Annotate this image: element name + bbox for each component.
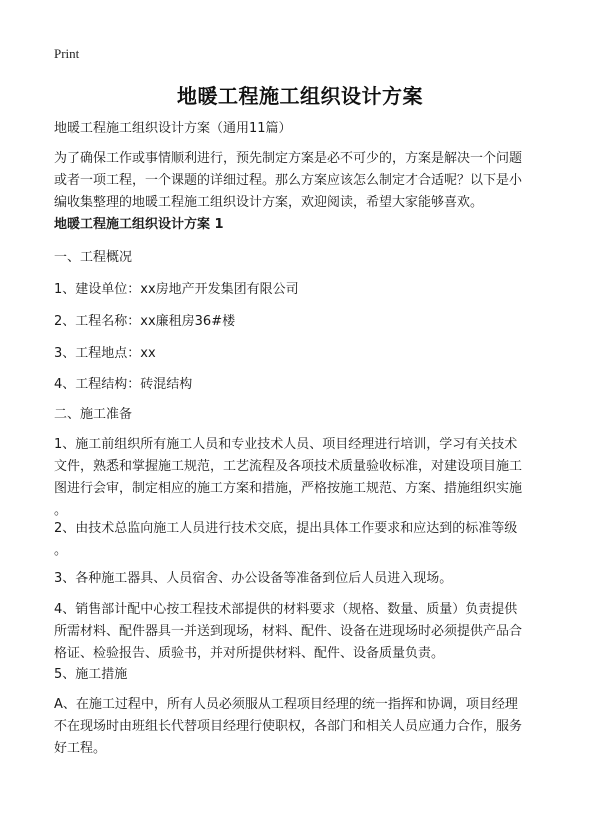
prep-item-1-line: 文件，熟悉和掌握施工规范，工艺流程及各项技术质量验收标准，对建设项目施工 [54,459,523,474]
prep-item-2-line: 。 [54,543,68,558]
intro-line: 或者一项工程，一个课题的详细过程。那么方案应该怎么制定才合适呢？以下是小 [54,173,523,188]
prep-item-1 [54,434,548,522]
prep-item-1-line: 1、施工前组织所有施工人员和专业技术人员、项目经理进行培训，学习有关技术 [54,437,518,452]
prep-item-2 [54,518,548,562]
prep-item-4-line: 4、销售部计配中心按工程技术部提供的材料要求（规格、数量、质量）负责提供 [54,602,518,617]
print-label: Print [54,46,80,61]
prep-item-4-line: 格证、检验报告、质验书，并对所提供材料、配件、设备质量负责。 [54,646,445,661]
overview-item: 3、工程地点：xx [54,346,156,361]
overview-heading: 一、工程概况 [54,250,133,265]
measure-a-line: 好工程。 [54,741,107,756]
measure-a [54,694,548,760]
prep-item-4 [54,599,548,665]
prep-item-4-line: 所需材料、配件器具一并送到现场，材料、配件、设备在进现场时必须提供产品合 [54,624,523,639]
prep-heading: 二、施工准备 [54,407,133,422]
measure-a-line: A、在施工过程中，所有人员必须服从工程项目经理的统一指挥和协调，项目经理 [54,697,518,712]
prep-item-3: 3、各种施工器具、人员宿舍、办公设备等准备到位后人员进入现场。 [54,571,453,586]
overview-item: 2、工程名称：xx廉租房36#楼 [54,314,236,329]
prep-item-2-line: 2、由技术总监向施工人员进行技术交底，提出具体工作要求和应达到的标准等级 [54,521,518,536]
overview-item: 1、建设单位：xx房地产开发集团有限公司 [54,282,299,297]
page-title: 地暖工程施工组织设计方案 [177,84,423,108]
intro-line: 编收集整理的地暖工程施工组织设计方案，欢迎阅读，希望大家能够喜欢。 [54,195,484,210]
prep-item-1-line: 。 [54,503,68,518]
section-title: 地暖工程施工组织设计方案 1 [54,217,224,232]
measure-a-line: 不在现场时由班组长代替项目经理行使职权，各部门和相关人员应通力合作，服务 [54,719,523,734]
overview-item: 4、工程结构：砖混结构 [54,377,193,392]
intro-paragraph [54,148,548,214]
measures-heading: 5、施工措施 [54,667,128,682]
prep-item-1-line: 图进行会审，制定相应的施工方案和措施，严格按施工规范、方案、措施组织实施 [54,481,523,496]
intro-line: 为了确保工作或事情顺利进行，预先制定方案是必不可少的，方案是解决一个问题 [54,151,523,166]
subtitle: 地暖工程施工组织设计方案（通用11篇） [54,121,292,136]
